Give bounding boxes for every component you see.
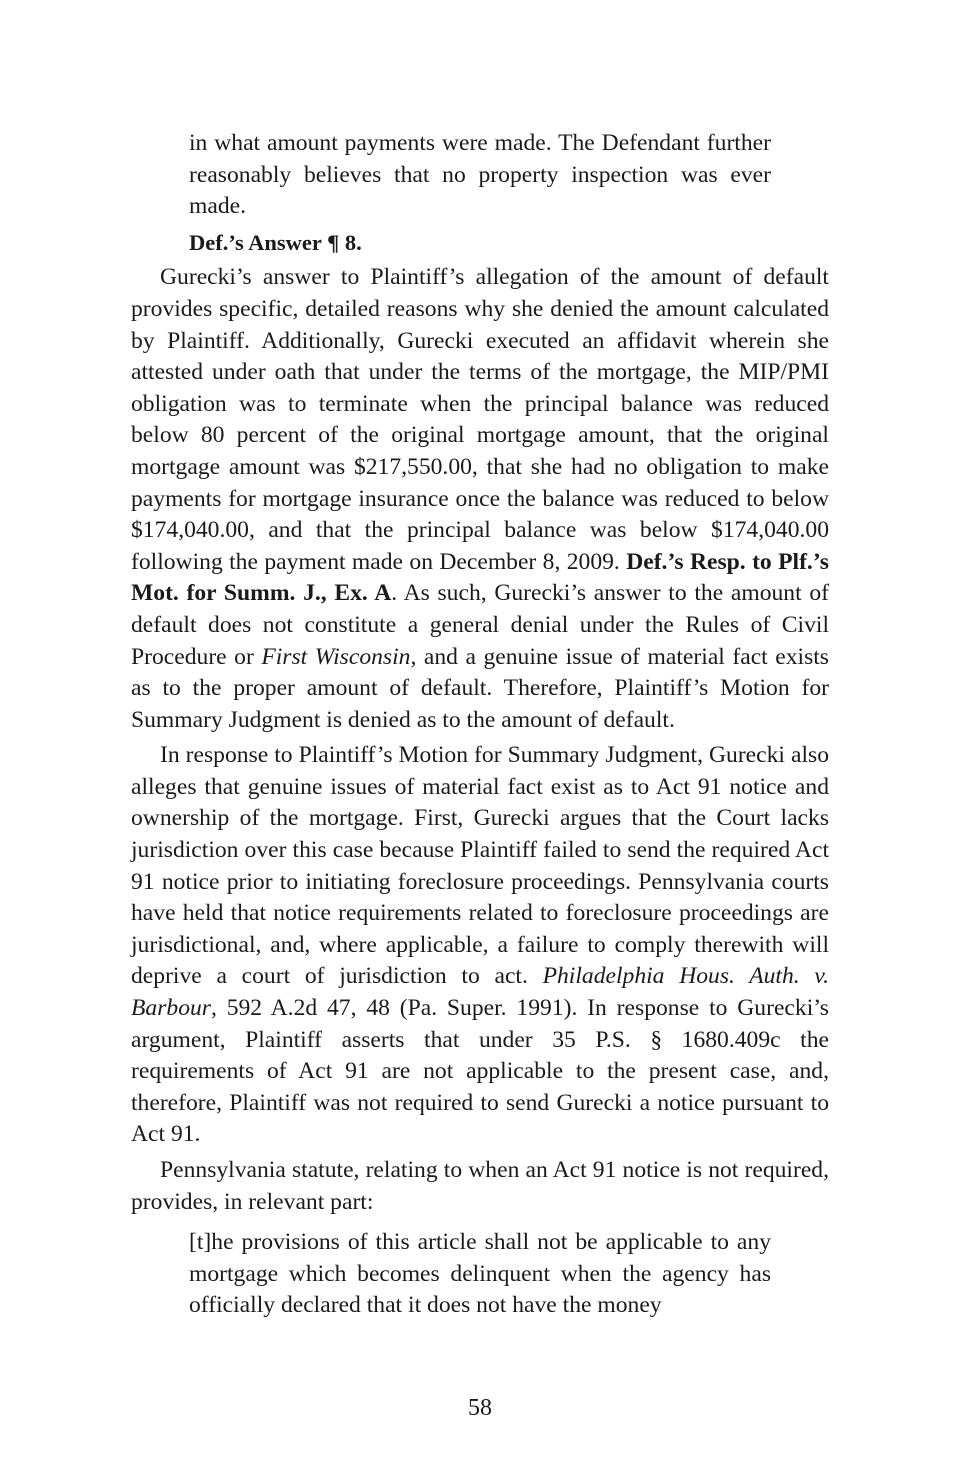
paragraph-text: Gurecki’s answer to Plaintiff’s allegation of the amount of default provides specific, detailed reasons why she denied the amount calculated by Plaintiff. Additionally, Gurecki executed an affidavit wherein she attested under oath that under the terms of the mortgage, the MIP/PMI obligation was to terminate when the principal balance was reduced below 80 percent of the original mortgage amount, that the original mortgage amount was $217,550.00, that she had no obligation to make payments for mortgage insurance once the balance was reduced to below $174,040.00, and that the principal balance was below $174,040.00 following the payment made on December 8, 2009. (131, 264, 829, 575)
text-column (131, 128, 829, 1322)
paragraph-act-91-notice (131, 740, 829, 1151)
block-quote-continued: in what amount payments were made. The Defendant further reasonably believes that no property inspection was ever made. (189, 130, 771, 220)
paragraph-text: In response to Plaintiff’s Motion for Summary Judgment, Gurecki also alleges that genuine issues of material fact exist as to Act 91 notice and ownership of the mortgage. First, Gurecki argues that the Court lacks jurisdiction over this case because Plaintiff failed to send the required Act 91 notice prior to initiating foreclosure proceedings. Pennsylvania courts have held that notice requirements related to foreclosure proceedings are jurisdictional, and, where applicable, a failure to comply therewith will deprive a court of jurisdiction to act. (131, 742, 829, 990)
italic-case-name: First Wisconsin (261, 643, 411, 670)
bold-citation: Def.’s Resp. to Plf.’s Mot. for Summ. J., Ex. A (131, 548, 829, 607)
paragraph-text: . As such, Gurecki’s answer to the amount of default does not constitute a general denial under the Rules of Civil Procedure or (131, 580, 830, 670)
block-quote-statute: [t]he provisions of this article shall not be applicable to any mortgage which becomes delinquent when the agency has officially declared that it does not have the money (189, 1229, 771, 1319)
page-number: 58 (468, 1395, 492, 1421)
paragraph-text: , and a genuine issue of material fact exists as to the proper amount of default. Therefore, Plaintiff’s Motion for Summary Judgment is denied as to the amount of default. (131, 643, 829, 733)
paragraph-text: , 592 A.2d 47, 48 (Pa. Super. 1991). In response to Gurecki’s argument, Plaintiff asserts that under 35 P.S. § 1680.409c the requirements of Act 91 are not applicable to the present case, and, therefore, Plaintiff was not required to send Gurecki a notice pursuant to Act 91. (131, 995, 829, 1148)
italic-case-name: Philadelphia Hous. Auth. v. Barbour (131, 963, 829, 1022)
paragraph-amount-of-default (131, 262, 829, 736)
citation-defendant-answer: Def.’s Answer ¶ 8. (189, 229, 362, 255)
paragraph-statute-intro: Pennsylvania statute, relating to when an Act 91 notice is not required, provides, in relevant part: (131, 1157, 829, 1215)
